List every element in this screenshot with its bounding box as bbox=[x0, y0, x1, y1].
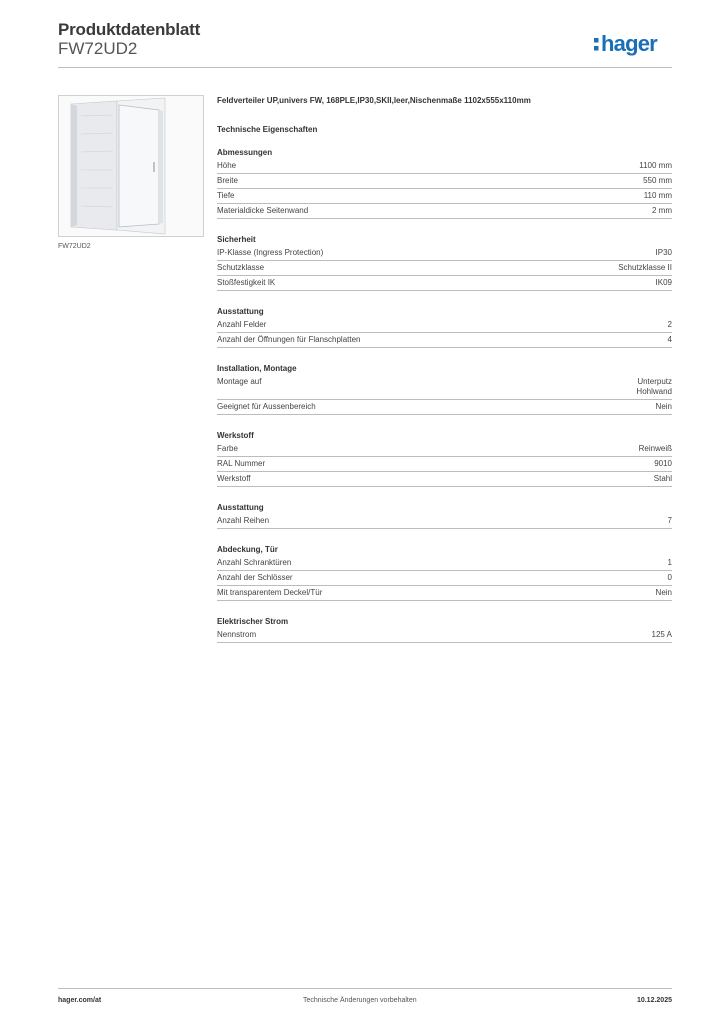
header-divider bbox=[58, 67, 672, 68]
spec-row bbox=[217, 261, 672, 276]
spec-row bbox=[217, 318, 672, 333]
footer-website: hager.com/at bbox=[58, 997, 102, 1004]
spec-value bbox=[668, 573, 672, 583]
page-title: Produktdatenblatt bbox=[58, 20, 201, 39]
spec-label: IP-Klasse (Ingress Protection) bbox=[217, 248, 324, 257]
spec-value-line: 4 bbox=[667, 335, 672, 344]
spec-value bbox=[618, 263, 672, 273]
spec-label: Tiefe bbox=[217, 191, 235, 200]
spec-value-line: IP30 bbox=[655, 248, 672, 257]
spec-value-line: Reinweiß bbox=[638, 444, 672, 453]
spec-label: Montage auf bbox=[217, 377, 262, 386]
spec-value bbox=[652, 206, 672, 216]
spec-value bbox=[644, 191, 672, 201]
spec-row bbox=[217, 586, 672, 601]
spec-value bbox=[654, 459, 672, 469]
spec-value-line: Nein bbox=[655, 588, 672, 597]
spec-section bbox=[217, 502, 672, 529]
specification-sections bbox=[217, 147, 672, 643]
spec-label: Farbe bbox=[217, 444, 238, 453]
spec-value-line: 2 mm bbox=[652, 206, 672, 215]
spec-row bbox=[217, 375, 672, 400]
spec-row bbox=[217, 442, 672, 457]
technical-properties-heading: Technische Eigenschaften bbox=[217, 125, 318, 134]
spec-value bbox=[668, 558, 672, 568]
spec-label: Anzahl Felder bbox=[217, 320, 267, 329]
spec-label: Anzahl Schranktüren bbox=[217, 558, 292, 567]
spec-label: Stoßfestigkeit IK bbox=[217, 278, 276, 287]
spec-label: Schutzklasse bbox=[217, 263, 265, 272]
spec-value-line: IK09 bbox=[655, 278, 672, 287]
product-code: FW72UD2 bbox=[58, 39, 138, 58]
section-title: Elektrischer Strom bbox=[217, 617, 289, 626]
footer-divider bbox=[58, 988, 672, 989]
spec-section bbox=[217, 147, 672, 219]
spec-value bbox=[643, 176, 672, 186]
spec-row bbox=[217, 628, 672, 643]
spec-label: Geeignet für Aussenbereich bbox=[217, 402, 316, 411]
spec-row bbox=[217, 333, 672, 348]
spec-label: Höhe bbox=[217, 161, 237, 170]
spec-value-line: 2 bbox=[667, 320, 672, 329]
spec-section bbox=[217, 306, 672, 348]
spec-section bbox=[217, 363, 672, 415]
spec-value bbox=[656, 402, 672, 412]
spec-row bbox=[217, 400, 672, 415]
spec-value-line: Unterputz bbox=[637, 377, 672, 386]
spec-value-line: Schutzklasse II bbox=[618, 263, 672, 272]
spec-row bbox=[217, 571, 672, 586]
section-title: Abmessungen bbox=[217, 148, 273, 157]
spec-row bbox=[217, 514, 672, 529]
spec-value-line: 9010 bbox=[654, 459, 672, 468]
spec-section bbox=[217, 544, 672, 601]
spec-value-line: 1 bbox=[667, 558, 672, 567]
spec-value bbox=[668, 335, 672, 345]
spec-value bbox=[668, 516, 672, 526]
product-description: Feldverteiler UP,univers FW, 168PLE,IP30,SKII,leer,Nischenmaße 1102x555x110mm bbox=[217, 96, 531, 105]
spec-value bbox=[656, 278, 672, 288]
spec-label: Anzahl der Schlösser bbox=[217, 573, 293, 582]
spec-value-line: 1100 mm bbox=[639, 161, 672, 170]
section-title: Abdeckung, Tür bbox=[217, 545, 278, 554]
spec-section bbox=[217, 616, 672, 643]
spec-value bbox=[654, 474, 672, 484]
spec-label: Anzahl der Öffnungen für Flanschplatten bbox=[217, 335, 361, 344]
spec-row bbox=[217, 159, 672, 174]
spec-row bbox=[217, 204, 672, 219]
spec-value-line: Nein bbox=[655, 402, 672, 411]
section-title: Ausstattung bbox=[217, 503, 264, 512]
spec-value bbox=[652, 630, 672, 640]
spec-label: Nennstrom bbox=[217, 630, 257, 639]
spec-value bbox=[656, 588, 672, 598]
section-title: Installation, Montage bbox=[217, 364, 297, 373]
spec-label: Mit transparentem Deckel/Tür bbox=[217, 588, 323, 597]
spec-row bbox=[217, 174, 672, 189]
spec-value-line: Hohlwand bbox=[636, 387, 672, 396]
spec-row bbox=[217, 472, 672, 487]
spec-value-line: 0 bbox=[667, 573, 672, 582]
spec-value bbox=[639, 161, 672, 171]
spec-section bbox=[217, 430, 672, 487]
spec-value bbox=[636, 377, 672, 397]
spec-row bbox=[217, 276, 672, 291]
section-title: Sicherheit bbox=[217, 235, 256, 244]
section-title: Ausstattung bbox=[217, 307, 264, 316]
section-title: Werkstoff bbox=[217, 431, 254, 440]
spec-label: Anzahl Reihen bbox=[217, 516, 270, 525]
logo-text: hager bbox=[601, 31, 657, 56]
spec-section bbox=[217, 234, 672, 291]
image-caption: FW72UD2 bbox=[58, 243, 91, 250]
hager-logo bbox=[593, 26, 673, 60]
spec-label: Breite bbox=[217, 176, 238, 185]
spec-row bbox=[217, 189, 672, 204]
spec-value bbox=[656, 248, 672, 258]
spec-value-line: Stahl bbox=[653, 474, 672, 483]
spec-row bbox=[217, 246, 672, 261]
spec-label: Werkstoff bbox=[217, 474, 251, 483]
spec-value-line: 550 mm bbox=[643, 176, 672, 185]
product-details bbox=[217, 96, 672, 658]
spec-value bbox=[668, 320, 672, 330]
spec-label: RAL Nummer bbox=[217, 459, 266, 468]
footer-disclaimer: Technische Änderungen vorbehalten bbox=[303, 997, 417, 1004]
spec-row bbox=[217, 556, 672, 571]
spec-label: Materialdicke Seitenwand bbox=[217, 206, 309, 215]
spec-row bbox=[217, 457, 672, 472]
product-image bbox=[58, 95, 204, 237]
spec-value-line: 7 bbox=[667, 516, 672, 525]
footer-date: 10.12.2025 bbox=[636, 997, 672, 1004]
spec-value bbox=[639, 444, 672, 454]
spec-value-line: 110 mm bbox=[643, 191, 672, 200]
spec-value-line: 125 A bbox=[651, 630, 672, 639]
